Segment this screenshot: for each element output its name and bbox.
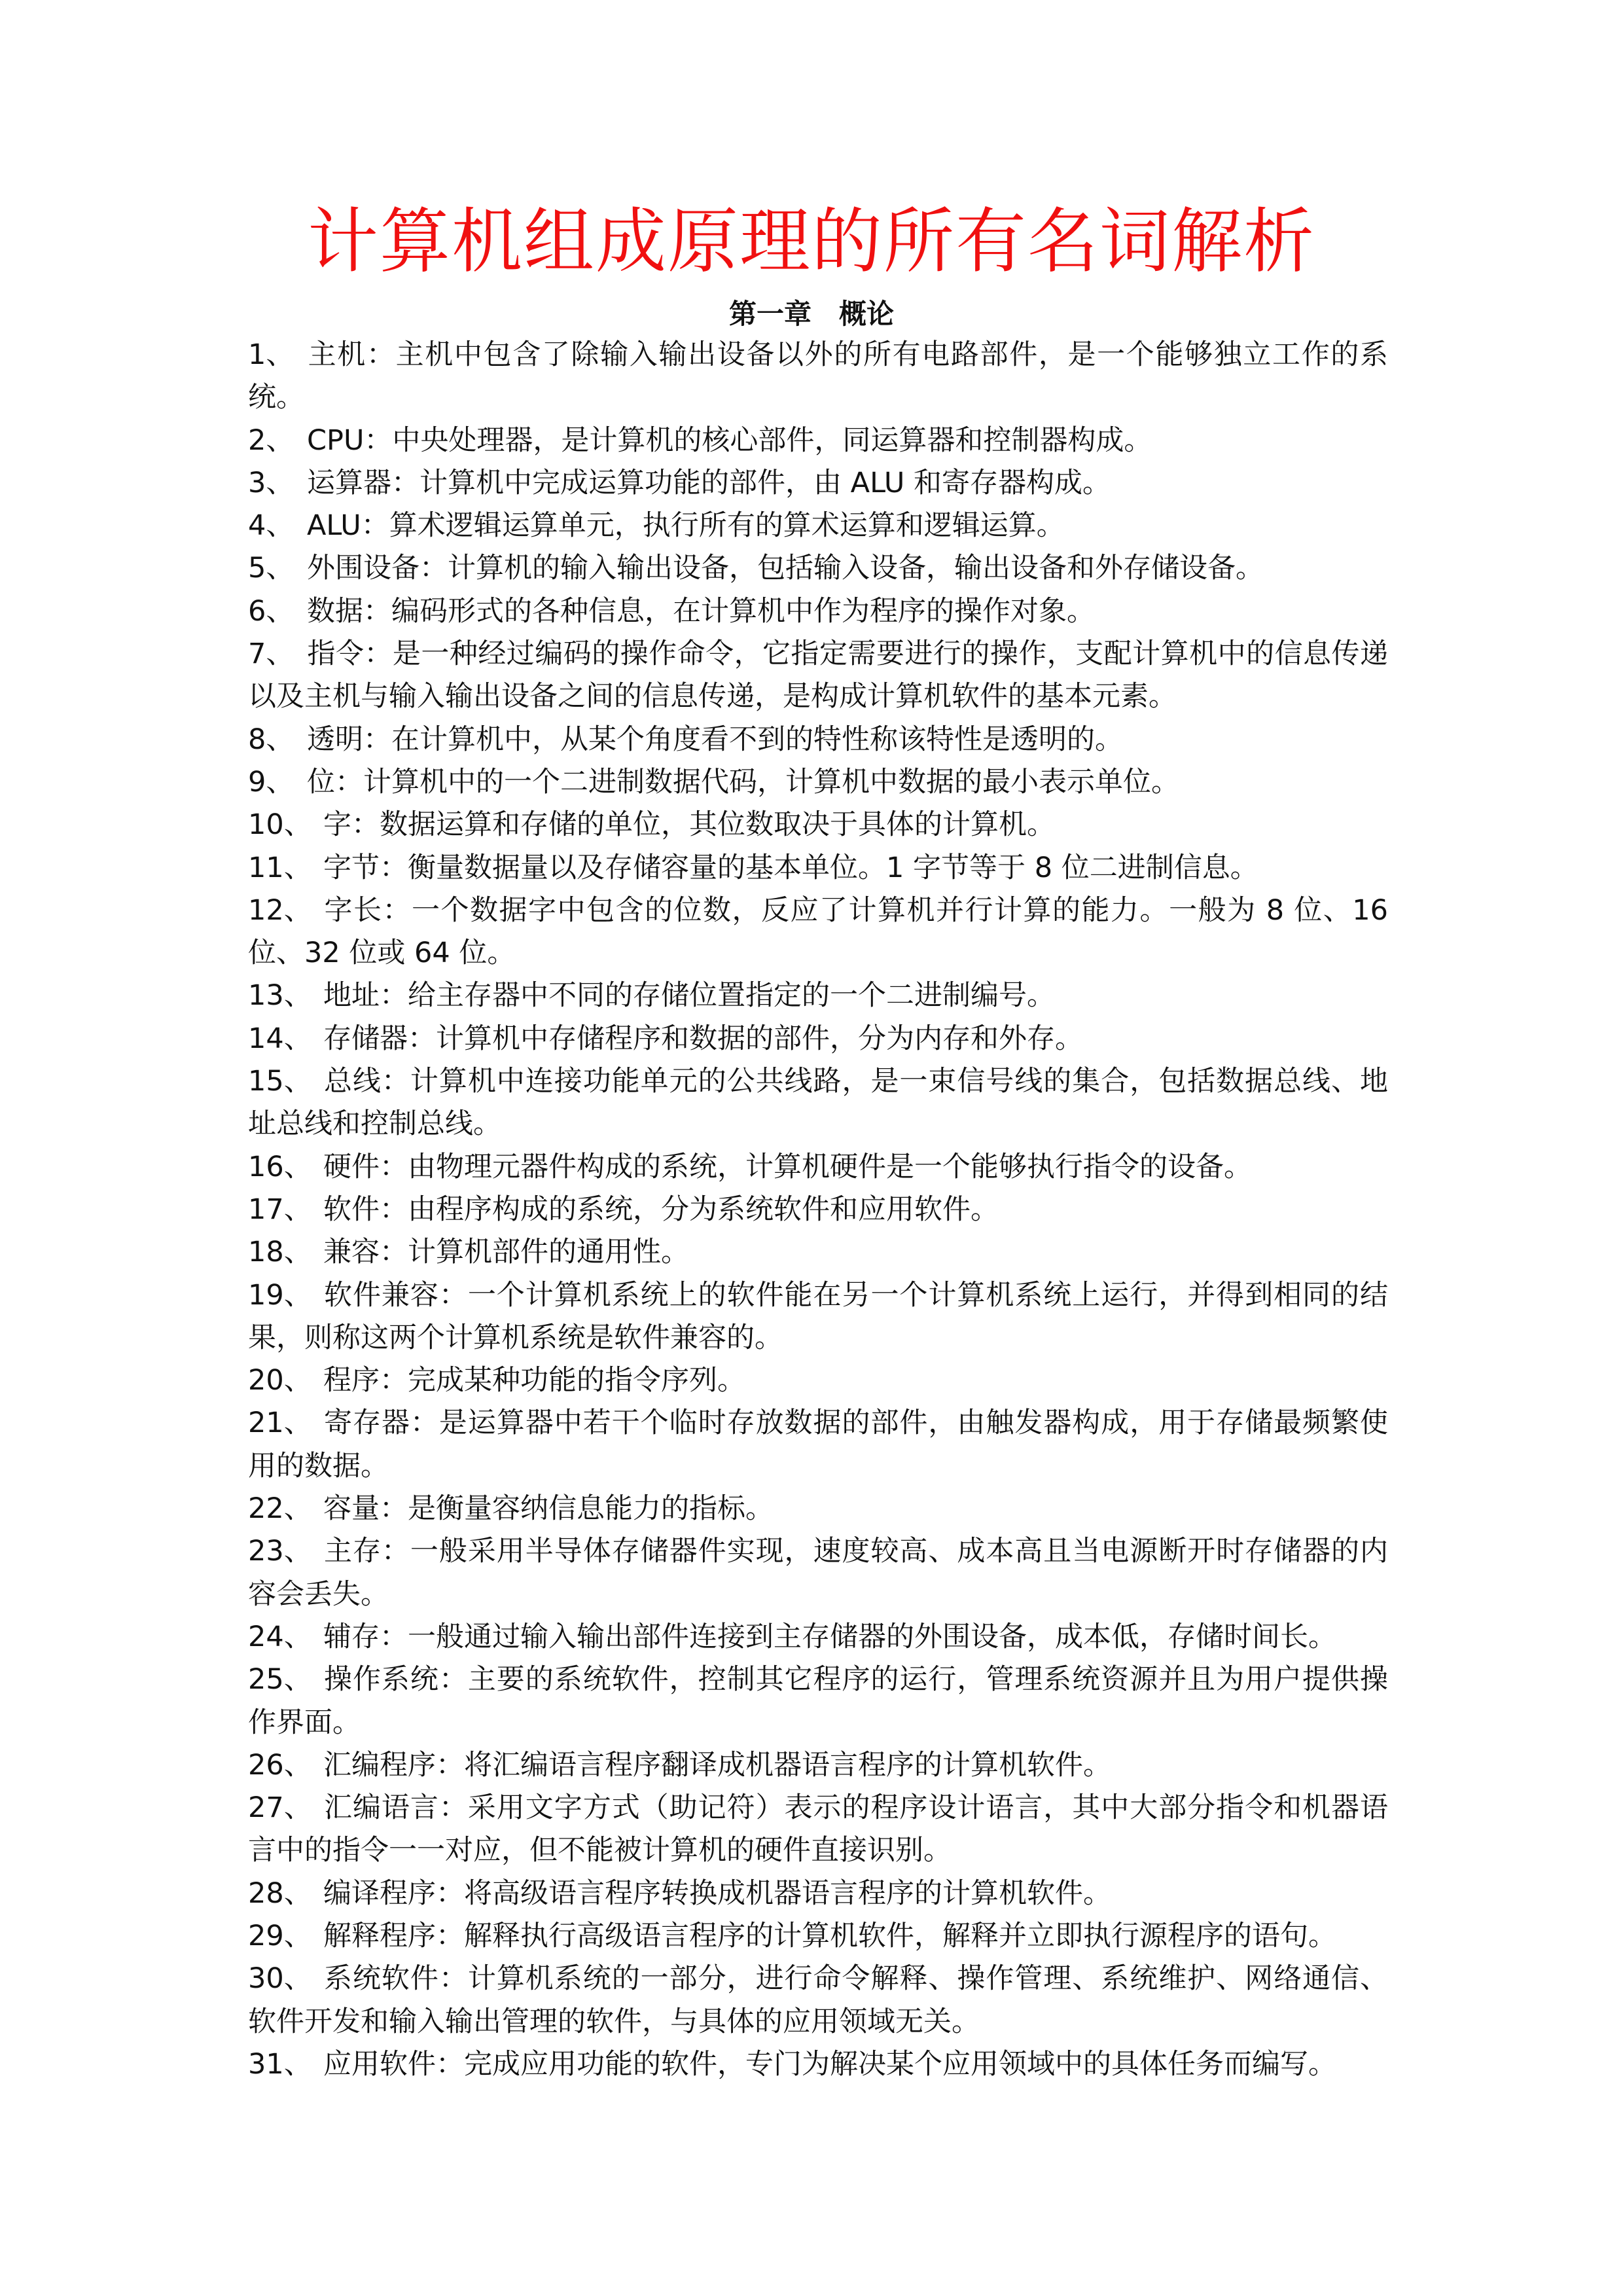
list-item — [248, 847, 1388, 889]
list-item — [248, 1659, 1388, 1744]
chapter-heading: 第一章 概论 — [728, 298, 894, 330]
item-number: 18、 — [248, 1236, 312, 1269]
list-item — [248, 1488, 1388, 1530]
item-text: 字：数据运算和存储的单位，其位数取决于具体的计算机。 — [323, 808, 1055, 842]
item-number: 9、 — [248, 765, 294, 798]
item-text: 编译程序：将高级语言程序转换成机器语言程序的计算机软件。 — [323, 1876, 1111, 1910]
item-text: 位：计算机中的一个二进制数据代码，计算机中数据的最小表示单位。 — [307, 765, 1179, 798]
list-item — [248, 1873, 1388, 1915]
item-number: 30、 — [248, 1962, 312, 1996]
list-item — [248, 420, 1388, 462]
item-text: 主机：主机中包含了除输入输出设备以外的所有电路部件，是一个能够独立工作的系统。 — [248, 338, 1388, 414]
item-text: 容量：是衡量容纳信息能力的指标。 — [323, 1492, 774, 1526]
item-number: 7、 — [248, 637, 294, 671]
list-item — [248, 1616, 1388, 1659]
definition-list — [248, 334, 1388, 2086]
item-text: 辅存：一般通过输入输出部件连接到主存储器的外围设备，成本低，存储时间长。 — [323, 1620, 1336, 1653]
list-item — [248, 719, 1388, 761]
list-item — [248, 1274, 1388, 1360]
item-text: 字节：衡量数据量以及存储容量的基本单位。1 字节等于 8 位二进制信息。 — [323, 851, 1258, 884]
item-number: 15、 — [248, 1065, 312, 1098]
item-text: CPU：中央处理器，是计算机的核心部件，同运算器和控制器构成。 — [307, 423, 1152, 457]
item-text: 存储器：计算机中存储程序和数据的部件，分为内存和外存。 — [323, 1022, 1083, 1055]
item-text: 汇编程序：将汇编语言程序翻译成机器语言程序的计算机软件。 — [323, 1748, 1111, 1782]
item-text: 运算器：计算机中完成运算功能的部件，由 ALU 和寄存器构成。 — [307, 466, 1111, 499]
item-text: 解释程序：解释执行高级语言程序的计算机软件，解释并立即执行源程序的语句。 — [323, 1919, 1336, 1952]
item-number: 26、 — [248, 1748, 312, 1782]
item-number: 6、 — [248, 594, 294, 628]
item-number: 27、 — [248, 1791, 312, 1825]
list-item — [248, 1146, 1388, 1189]
item-number: 16、 — [248, 1150, 312, 1183]
list-item — [248, 975, 1388, 1017]
item-number: 3、 — [248, 466, 294, 499]
list-item — [248, 1189, 1388, 1231]
item-text: 程序：完成某种功能的指令序列。 — [323, 1364, 745, 1397]
item-number: 4、 — [248, 509, 294, 543]
list-item — [248, 590, 1388, 633]
item-text: 汇编语言：采用文字方式（助记符）表示的程序设计语言，其中大部分指令和机器语言中的指令一一对应，但不能被计算机的硬件直接识别。 — [248, 1791, 1388, 1867]
list-item — [248, 1530, 1388, 1616]
item-text: 应用软件：完成应用功能的软件，专门为解决某个应用领域中的具体任务而编写。 — [323, 2047, 1336, 2081]
item-number: 29、 — [248, 1919, 312, 1952]
item-number: 21、 — [248, 1407, 312, 1440]
item-text: 指令：是一种经过编码的操作命令，它指定需要进行的操作，支配计算机中的信息传递以及主机与输入输出设备之间的信息传递，是构成计算机软件的基本元素。 — [248, 637, 1388, 713]
list-item — [248, 761, 1388, 804]
list-item — [248, 505, 1388, 547]
item-number: 19、 — [248, 1278, 312, 1312]
item-number: 12、 — [248, 893, 312, 927]
item-text: 兼容：计算机部件的通用性。 — [323, 1236, 689, 1269]
document-title: 计算机组成原理的所有名词解析 — [307, 201, 1315, 283]
item-number: 11、 — [248, 851, 312, 884]
item-text: 数据：编码形式的各种信息，在计算机中作为程序的操作对象。 — [307, 594, 1095, 628]
list-item — [248, 1744, 1388, 1787]
list-item — [248, 1402, 1388, 1488]
list-item — [248, 889, 1388, 975]
item-number: 28、 — [248, 1876, 312, 1910]
item-text: 主存：一般采用半导体存储器件实现，速度较高、成本高且当电源断开时存储器的内容会丢失。 — [248, 1535, 1388, 1611]
item-number: 13、 — [248, 979, 312, 1013]
item-number: 8、 — [248, 723, 294, 756]
item-text: 总线：计算机中连接功能单元的公共线路，是一束信号线的集合，包括数据总线、地址总线和控制总线。 — [248, 1065, 1388, 1141]
item-text: 软件：由程序构成的系统，分为系统软件和应用软件。 — [323, 1193, 999, 1226]
list-item — [248, 1018, 1388, 1060]
item-number: 10、 — [248, 808, 312, 842]
item-number: 31、 — [248, 2047, 312, 2081]
item-text: 硬件：由物理元器件构成的系统，计算机硬件是一个能够执行指令的设备。 — [323, 1150, 1252, 1183]
item-number: 1、 — [248, 338, 294, 371]
list-item — [248, 547, 1388, 590]
list-item — [248, 804, 1388, 846]
item-text: 软件兼容：一个计算机系统上的软件能在另一个计算机系统上运行，并得到相同的结果，则称这两个计算机系统是软件兼容的。 — [248, 1278, 1388, 1354]
list-item — [248, 1231, 1388, 1274]
item-number: 2、 — [248, 423, 294, 457]
item-number: 14、 — [248, 1022, 312, 1055]
list-item — [248, 1915, 1388, 1958]
item-text: 操作系统：主要的系统软件，控制其它程序的运行，管理系统资源并且为用户提供操作界面。 — [248, 1663, 1388, 1739]
item-number: 20、 — [248, 1364, 312, 1397]
item-number: 23、 — [248, 1535, 312, 1568]
item-number: 25、 — [248, 1663, 312, 1696]
list-item — [248, 2043, 1388, 2086]
item-text: ALU：算术逻辑运算单元，执行所有的算术运算和逻辑运算。 — [307, 509, 1065, 543]
item-text: 外围设备：计算机的输入输出设备，包括输入设备，输出设备和外存储设备。 — [307, 552, 1264, 585]
item-text: 字长：一个数据字中包含的位数，反应了计算机并行计算的能力。一般为 8 位、16 位、32 位或 64 位。 — [248, 893, 1388, 970]
item-text: 透明：在计算机中，从某个角度看不到的特性称该特性是透明的。 — [307, 723, 1123, 756]
list-item — [248, 1787, 1388, 1873]
list-item — [248, 1359, 1388, 1402]
list-item — [248, 1060, 1388, 1146]
item-number: 17、 — [248, 1193, 312, 1226]
item-text: 寄存器：是运算器中若干个临时存放数据的部件，由触发器构成，用于存储最频繁使用的数据。 — [248, 1407, 1388, 1482]
item-text: 系统软件：计算机系统的一部分，进行命令解释、操作管理、系统维护、网络通信、软件开发和输入输出管理的软件，与具体的应用领域无关。 — [248, 1962, 1388, 2038]
item-text: 地址：给主存器中不同的存储位置指定的一个二进制编号。 — [323, 979, 1055, 1013]
item-number: 22、 — [248, 1492, 312, 1526]
item-number: 5、 — [248, 552, 294, 585]
list-item — [248, 1958, 1388, 2043]
item-number: 24、 — [248, 1620, 312, 1653]
list-item — [248, 633, 1388, 719]
list-item — [248, 334, 1388, 420]
list-item — [248, 462, 1388, 505]
